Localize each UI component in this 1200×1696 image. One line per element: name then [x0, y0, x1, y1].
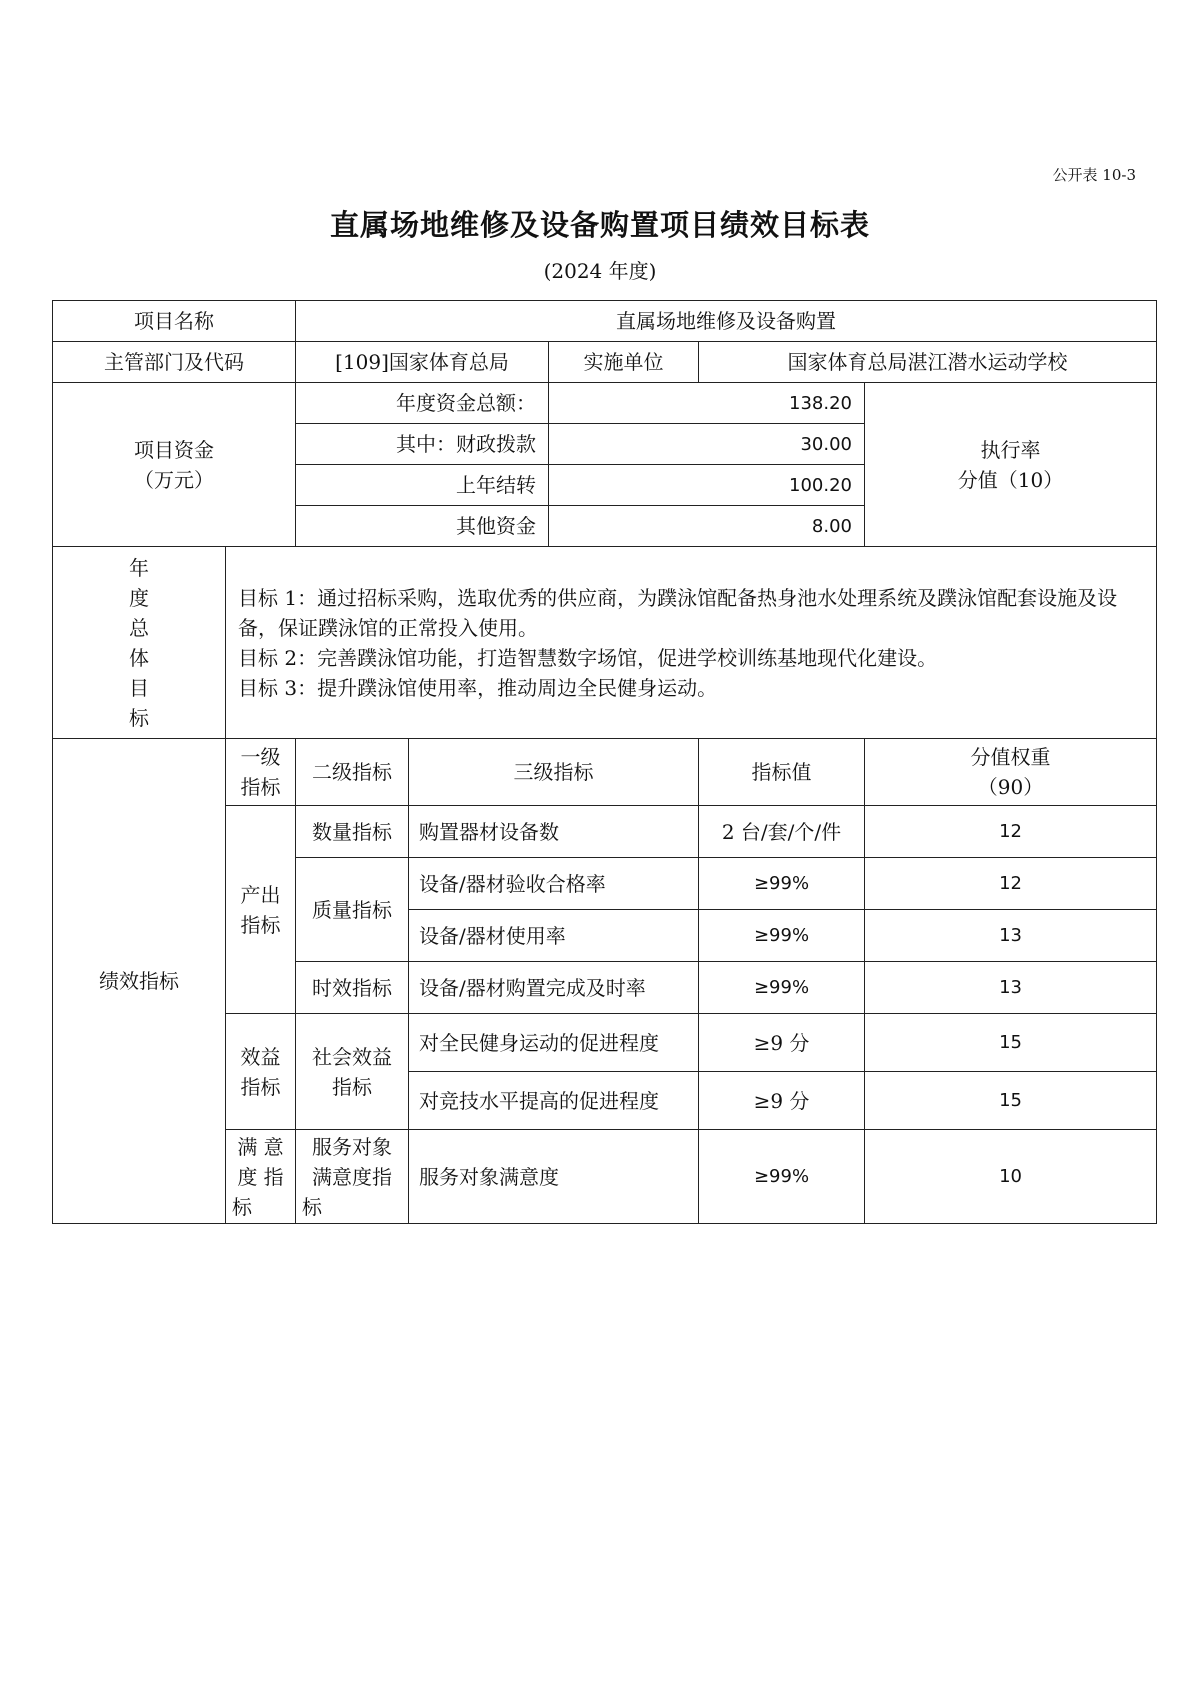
funds-label-line2: （万元）: [134, 467, 214, 492]
indicator-name: 对竞技水平提高的促进程度: [409, 1072, 699, 1130]
indicator-weight: 15: [865, 1014, 1157, 1072]
output-level1: [226, 806, 296, 1014]
dept-value: [109]国家体育总局: [296, 342, 549, 383]
indicator-weight: 13: [865, 962, 1157, 1014]
satisfaction-level1-line1: 满 意: [237, 1134, 284, 1159]
funds-other-label: 其他资金: [296, 506, 549, 547]
department-row: [53, 342, 1157, 383]
social-benefit-line2: 指标: [332, 1074, 372, 1099]
benefit-level1-line1: 效益: [240, 1044, 281, 1069]
indicator-value: ≥99%: [699, 962, 865, 1014]
funds-other-value: 8.00: [549, 506, 865, 547]
indicator-weight: 10: [865, 1130, 1157, 1224]
indicator-value: ≥99%: [699, 1130, 865, 1224]
indicator-value: 2 台/套/个/件: [699, 806, 865, 858]
header-level1-line2: 指标: [240, 775, 281, 799]
satisfaction-level1-line2: 度 指: [237, 1164, 284, 1189]
satisfaction-level1: [226, 1130, 296, 1224]
exec-rate-cell: [865, 383, 1157, 547]
indicator-value: ≥9 分: [699, 1014, 865, 1072]
page-title: 直属场地维修及设备购置项目绩效目标表: [329, 208, 870, 242]
project-name-label: 项目名称: [53, 301, 296, 342]
header-weight: [865, 739, 1157, 806]
header-level1-line1: 一级: [240, 745, 281, 769]
satisfaction-level2: [296, 1130, 409, 1224]
timeliness-level2: 时效指标: [296, 962, 409, 1014]
quantity-level2: 数量指标: [296, 806, 409, 858]
funds-total-label: 年度资金总额：: [296, 383, 549, 424]
satisfaction-level1-line3: 标: [232, 1194, 252, 1219]
performance-target-table: [52, 300, 1157, 1224]
quality-level2: 质量指标: [296, 858, 409, 962]
social-benefit-level2: [296, 1014, 409, 1130]
goals-label-char: 度: [129, 585, 149, 610]
benefit-level1-line2: 指标: [240, 1074, 281, 1099]
goal-1: 目标 1：通过招标采购，选取优秀的供应商，为蹼泳馆配备热身池水处理系统及蹼泳馆配套设施及设备，保证蹼泳馆的正常投入使用。: [238, 585, 1118, 640]
dept-label: 主管部门及代码: [53, 342, 296, 383]
impl-unit-value: 国家体育总局湛江潜水运动学校: [699, 342, 1157, 383]
benefit-level1: [226, 1014, 296, 1130]
goals-label-char: 标: [129, 705, 149, 730]
indicator-weight: 15: [865, 1072, 1157, 1130]
goal-2: 目标 2：完善蹼泳馆功能，打造智慧数字场馆，促进学校训练基地现代化建设。: [238, 645, 938, 670]
indicator-value: ≥99%: [699, 910, 865, 962]
indicator-value: ≥9 分: [699, 1072, 865, 1130]
output-level1-line1: 产出: [240, 882, 281, 907]
project-name-row: [53, 301, 1157, 342]
satisfaction-level2-line3: 标: [302, 1194, 322, 1219]
satisfaction-level2-line1: 服务对象: [312, 1134, 392, 1159]
header-weight-line2: （90）: [977, 775, 1044, 799]
goal-3: 目标 3：提升蹼泳馆使用率，推动周边全民健身运动。: [238, 675, 718, 700]
annual-goals-text: [226, 547, 1157, 739]
funds-fiscal-label: 其中：财政拨款: [296, 424, 549, 465]
impl-unit-label: 实施单位: [549, 342, 699, 383]
header-value: 指标值: [699, 739, 865, 806]
social-benefit-line1: 社会效益: [312, 1044, 392, 1069]
indicator-weight: 12: [865, 806, 1157, 858]
funds-fiscal-value: 30.00: [549, 424, 865, 465]
indicator-name: 设备/器材验收合格率: [409, 858, 699, 910]
exec-rate-line1: 执行率: [980, 437, 1041, 462]
indicator-name: 购置器材设备数: [409, 806, 699, 858]
header-level3: 三级指标: [409, 739, 699, 806]
indicator-header-row: [53, 739, 1157, 806]
satisfaction-level2-line2: 满意度指: [312, 1164, 392, 1189]
indicator-name: 设备/器材购置完成及时率: [409, 962, 699, 1014]
goals-label-char: 总: [129, 615, 149, 640]
header-level1: [226, 739, 296, 806]
fiscal-year: (2024 年度): [543, 259, 657, 283]
form-number: 公开表 10-3: [1052, 166, 1136, 184]
funds-row: [53, 383, 1157, 424]
indicator-name: 服务对象满意度: [409, 1130, 699, 1224]
annual-goals-row: [53, 547, 1157, 739]
project-name-value: 直属场地维修及设备购置: [296, 301, 1157, 342]
indicator-value: ≥99%: [699, 858, 865, 910]
indicator-name: 设备/器材使用率: [409, 910, 699, 962]
indicators-label: 绩效指标: [53, 739, 226, 1224]
goals-label-char: 体: [129, 645, 149, 670]
header-level2: 二级指标: [296, 739, 409, 806]
indicator-weight: 13: [865, 910, 1157, 962]
goals-label-char: 年: [129, 555, 149, 580]
funds-carryover-label: 上年结转: [296, 465, 549, 506]
funds-total-value: 138.20: [549, 383, 865, 424]
funds-carryover-value: 100.20: [549, 465, 865, 506]
indicator-weight: 12: [865, 858, 1157, 910]
goals-label-char: 目: [129, 675, 149, 700]
funds-label: [53, 383, 296, 547]
header-weight-line1: 分值权重: [970, 745, 1051, 769]
annual-goals-label: [53, 547, 226, 739]
exec-rate-line2: 分值（10）: [957, 467, 1064, 492]
output-level1-line2: 指标: [240, 912, 281, 937]
indicator-name: 对全民健身运动的促进程度: [409, 1014, 699, 1072]
funds-label-line1: 项目资金: [134, 437, 214, 462]
